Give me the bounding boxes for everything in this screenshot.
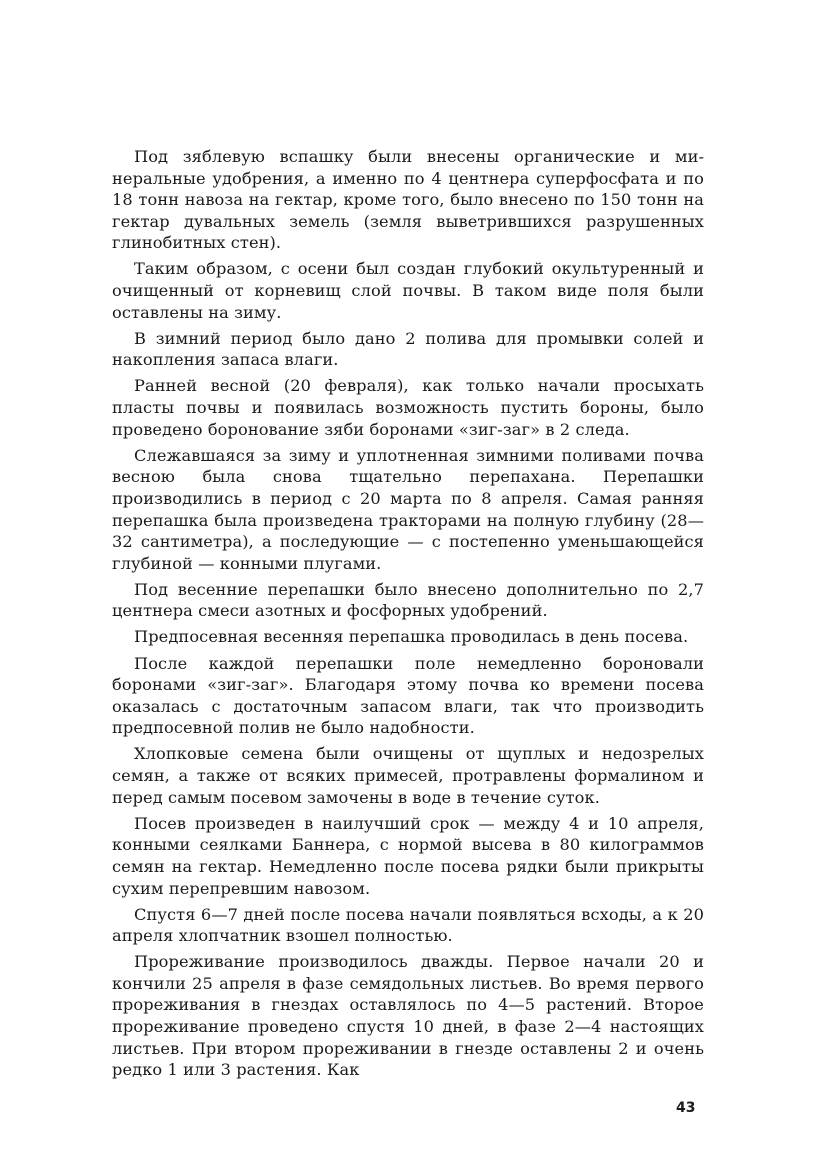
paragraph: Посев произведен в наилучший срок — между 4 и 10 апреля, конными сеялками Баннера, с нормой высева в 80 килограммов семян на гектар. Немедленно после посева рядки были прикрыты сухим перепревшим навозом.: [112, 813, 704, 898]
paragraph: Таким образом, с осени был создан глубокий окультуренный и очищенный от корневищ слой почвы. В таком виде поля были оставлены на зиму.: [112, 259, 704, 322]
paragraph: Слежавшаяся за зиму и уплотненная зимними поливами почва весною была снова тщательно перепахана. Перепашки производились в период с 20 марта по 8 апреля. Самая ранняя перепашка была произведена тракторами на полную глубину (28—32 сантиметра), а последующие — с постепенно уменьшающейся глубиной — конными плугами.: [112, 445, 704, 573]
paragraph: Спустя 6—7 дней после посева начали появляться всходы, а к 20 апреля хлопчатник взошел полностью.: [112, 904, 704, 946]
paragraph: В зимний период было дано 2 полива для промывки солей и накопления запаса влаги.: [112, 328, 704, 370]
paragraph: Под весенние перепашки было внесено дополнительно по 2,7 центнера смеси азотных и фосфорных удобрений.: [112, 579, 704, 621]
body-text: [112, 146, 704, 1081]
paragraph: Ранней весной (20 февраля), как только начали просыхать пласты почвы и появилась возможность пустить бороны, было проведено боронование зяби боронами «зиг-заг» в 2 следа.: [112, 376, 704, 439]
paragraph: Прореживание производилось дважды. Первое начали 20 и кончили 25 апреля в фазе семядольных листьев. Во время первого прореживания в гнездах оставлялось по 4—5 растений. Второе прореживание проведено спустя 10 дней, в фазе 2—4 настоящих листьев. При втором прореживании в гнезде оставлены 2 и очень редко 1 или 3 растения. Как: [112, 952, 704, 1080]
page-number: 43: [676, 1100, 696, 1116]
paragraph: После каждой перепашки поле немедленно бороновали боронами «зиг-заг». Благодаря этому почва ко времени посева оказалась с достаточным запасом влаги, так что производить предпосевной полив не было надобности.: [112, 653, 704, 738]
paragraph: Под зяблевую вспашку были внесены органические и минеральные удобрения, а именно по 4 центнера суперфосфата и по 18 тонн навоза на гектар, кроме того, было внесено по 150 тонн на гектар дувальных земель (земля выветрившихся разрушенных глинобитных стен).: [112, 147, 704, 253]
paragraph: Предпосевная весенняя перепашка проводилась в день посева.: [134, 627, 689, 647]
paragraph: Хлопковые семена были очищены от щуплых и недозрелых семян, а также от всяких примесей, протравлены формалином и перед самым посевом замочены в воде в течение суток.: [112, 744, 704, 807]
